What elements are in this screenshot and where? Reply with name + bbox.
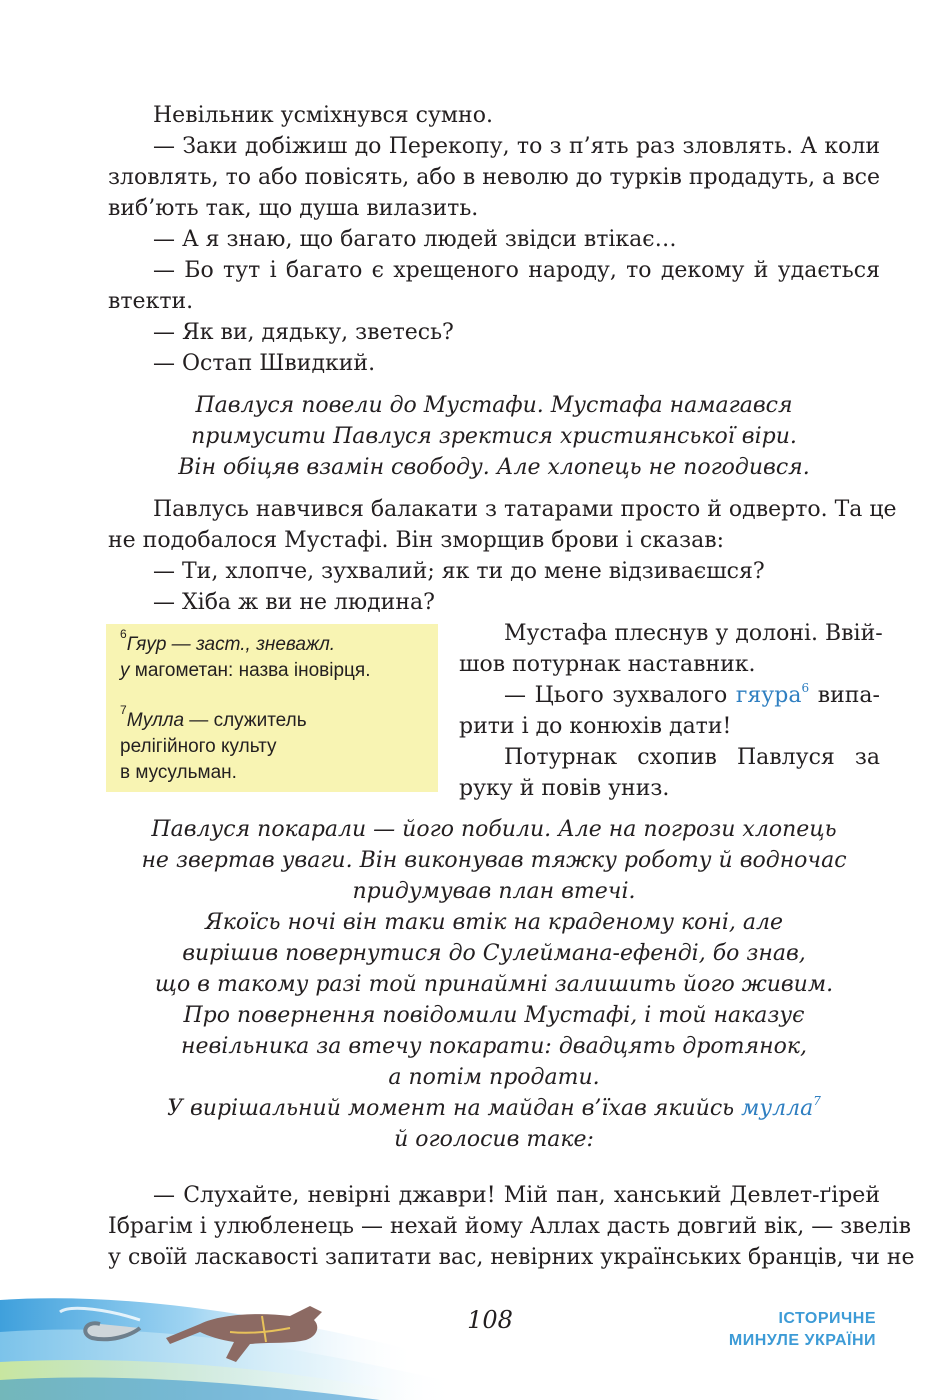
- text-line: [504, 681, 880, 711]
- summary-line: не звертав уваги. Він виконував тяжку роботу й водночас: [141, 848, 847, 873]
- text-line: втекти.: [108, 289, 194, 314]
- text-line: — Бо тут і багато є хрещеного народу, то декому й удається: [153, 258, 880, 283]
- text-line: Невільник усміхнувся сумно.: [153, 103, 493, 128]
- text-fragment: — Цього зухвалого: [504, 683, 736, 708]
- summary-line: й оголосив таке:: [394, 1127, 594, 1152]
- text-line: — Хіба ж ви не людина?: [153, 590, 435, 615]
- summary-line: Павлуся повели до Мустафи. Мустафа намагався: [195, 393, 793, 418]
- footnote-6-line2: [120, 658, 371, 684]
- summary-line: Він обіцяв взамін свободу. Але хлопець не погодився.: [178, 455, 810, 480]
- summary-line: примусити Павлуся зректися християнської віри.: [191, 424, 797, 449]
- summary-line: придумував план втечі.: [352, 879, 636, 904]
- text-line: Потурнак схопив Павлуся за: [504, 745, 880, 770]
- text-line: — Остап Швидкий.: [153, 351, 376, 376]
- text-line: — Як ви, дядьку, зветесь?: [153, 320, 454, 345]
- text-line: — Слухайте, невірні джаври! Мій пан, ханський Девлет-ґірей: [153, 1183, 880, 1208]
- section-title-line2: МИНУЛЕ УКРАЇНИ: [728, 1332, 876, 1349]
- footnote-7: [120, 702, 307, 734]
- summary-line: невільника за втечу покарати: двадцять дротянок,: [181, 1034, 807, 1059]
- footnote-number: 6: [120, 626, 127, 641]
- footnote-term: Мулла: [126, 710, 185, 731]
- summary-line: Про повернення повідомили Мустафі, і той наказує: [183, 1003, 805, 1028]
- text-fragment: У вирішальний момент на майдан в’їхав якийсь: [167, 1096, 742, 1121]
- footnote-6: [120, 626, 336, 658]
- footnote-7-line3: в мусульман.: [120, 762, 237, 783]
- summary-line: вирішив повернутися до Сулеймана-ефенді, бо знав,: [182, 941, 806, 966]
- footnote-number: 7: [120, 702, 127, 717]
- text-line: Ібрагім і улюбленець — нехай йому Аллах дасть довгий вік, — звелів: [108, 1214, 911, 1239]
- footnote-text: — служитель: [184, 710, 307, 731]
- summary-line: [108, 1094, 880, 1124]
- text-line: шов потурнак наставник.: [459, 652, 756, 677]
- section-title-line1: ІСТОРИЧНЕ: [778, 1310, 876, 1327]
- footnote-term: Гяур — заст., зневажл.: [126, 634, 336, 655]
- footnote-7-line2: релігійного культу: [120, 736, 277, 757]
- summary-line: а потім продати.: [388, 1065, 600, 1090]
- text-line: — Заки добіжиш до Перекопу, то з п’ять раз зловлять. А коли: [153, 134, 880, 159]
- text-line: — Ти, хлопче, зухвалий; як ти до мене відзиваєшся?: [153, 559, 765, 584]
- text-line: — А я знаю, що багато людей звідси втікає…: [153, 227, 677, 252]
- text-line: Мустафа плеснув у долоні. Ввій-: [504, 621, 883, 646]
- text-line: у своїй ласкавості запитати вас, невірних українських бранців, чи не: [108, 1245, 915, 1270]
- text-fragment: випа-: [809, 683, 880, 708]
- text-line: зловлять, то або повісять, або в неволю до турків продадуть, а все: [108, 165, 880, 190]
- summary-line: Якоїсь ночі він таки втік на краденому коні, але: [204, 910, 784, 935]
- summary-line: що в такому разі той принаймні залишить його живим.: [154, 972, 834, 997]
- summary-line: Павлуся покарали — його побили. Але на погрози хлопець: [151, 817, 837, 842]
- footnote-ref[interactable]: 7: [813, 1093, 821, 1108]
- footnote-ref[interactable]: 6: [801, 680, 810, 695]
- glossary-term-link[interactable]: гяура: [735, 683, 802, 708]
- text-line: рити і до конюхів дати!: [459, 714, 732, 739]
- text-line: руку й повів униз.: [459, 776, 670, 801]
- footnote-emphasis: у: [120, 660, 130, 681]
- page-number: 108: [467, 1306, 513, 1334]
- text-line: виб’ють так, що душа вилазить.: [108, 196, 479, 221]
- glossary-term-link[interactable]: мулла: [741, 1096, 814, 1121]
- footnote-text: магометан: назва іновірця.: [129, 660, 371, 681]
- text-line: не подобалося Мустафі. Він зморщив брови і сказав:: [108, 528, 725, 553]
- text-line: Павлусь навчився балакати з татарами просто й одверто. Та це: [153, 497, 897, 522]
